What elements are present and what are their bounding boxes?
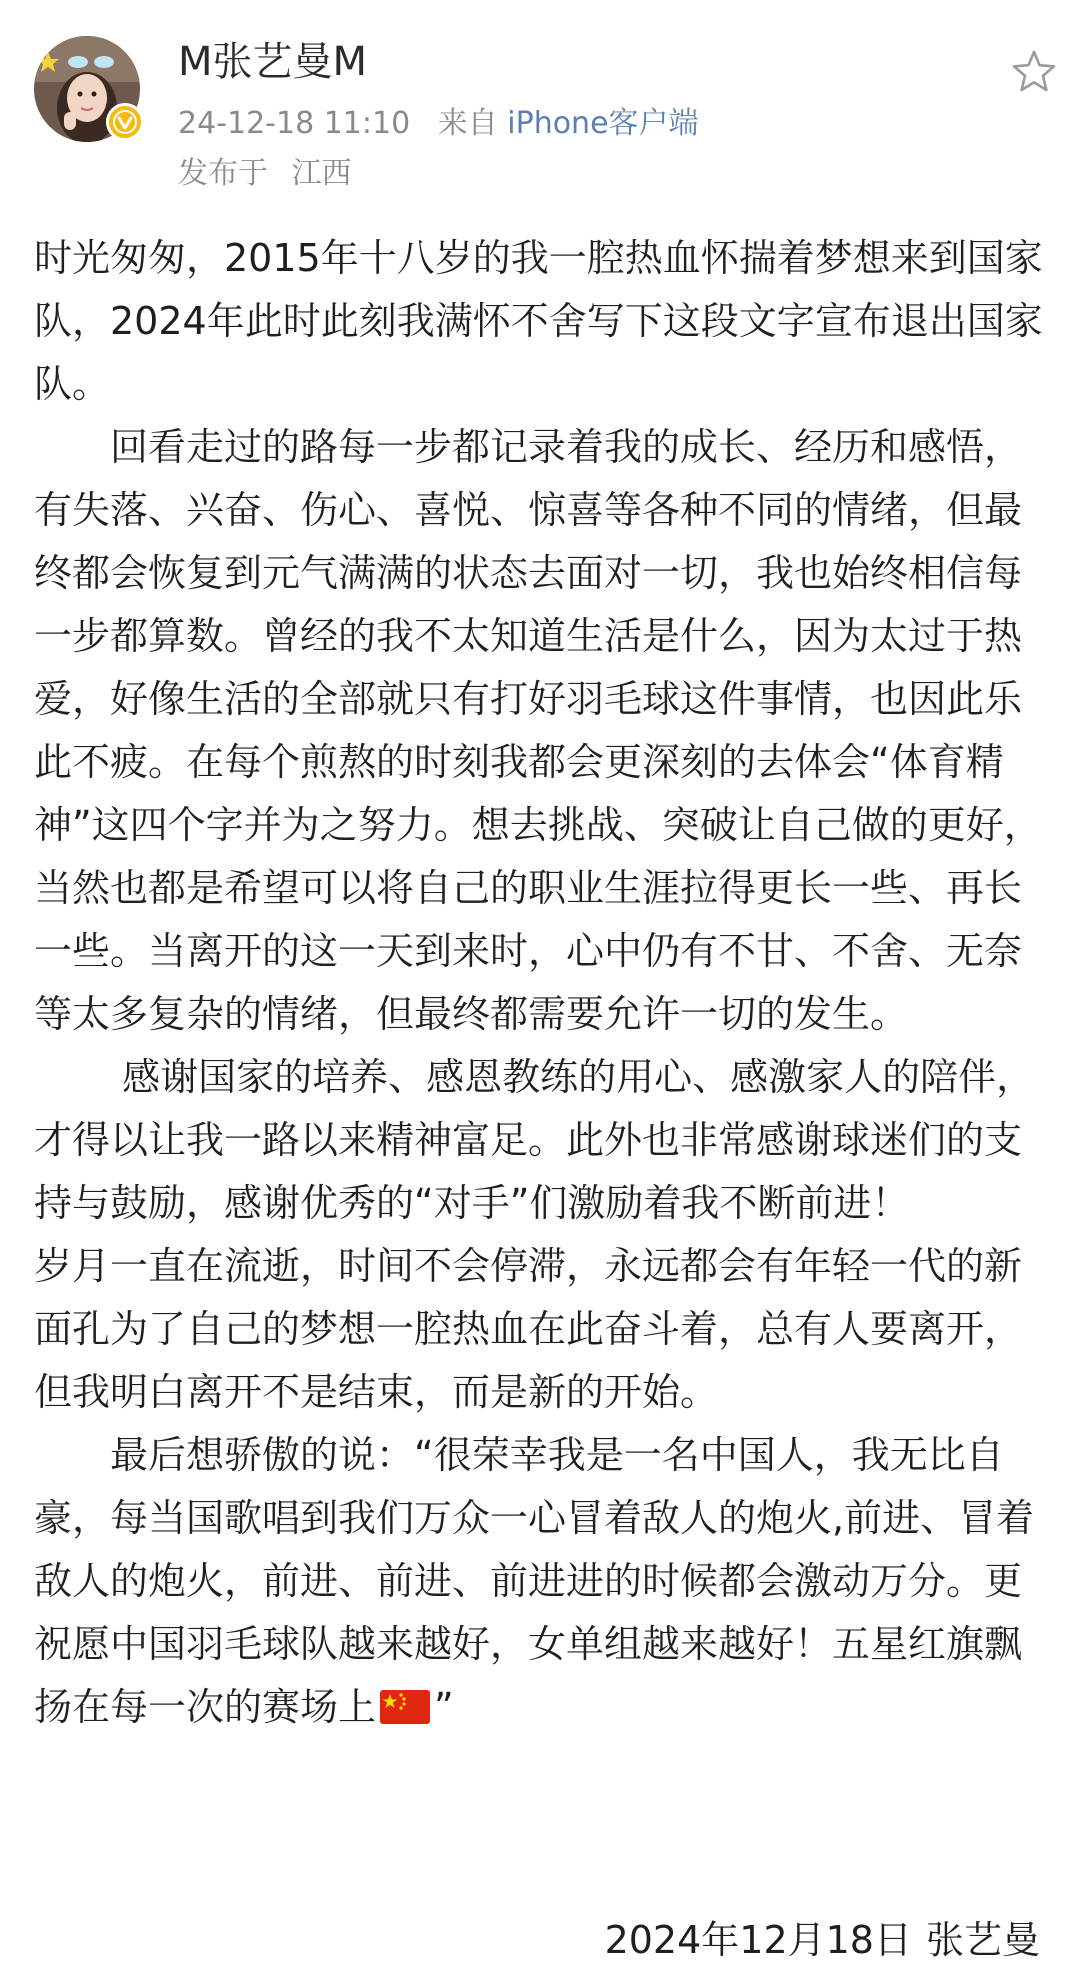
timestamp: 24-12-18 11:10 [178, 106, 411, 141]
post-paragraph-4: 岁月一直在流逝，时间不会停滞，永远都会有年轻一代的新面孔为了自己的梦想一腔热血在此奋斗着，总有人要离开，但我明白离开不是结束，而是新的开始。 [34, 1244, 1023, 1414]
location-info [178, 154, 352, 194]
client-link[interactable]: iPhone客户端 [507, 106, 699, 141]
post-meta [178, 104, 699, 144]
signature-date: 2024年12月18日 [604, 1918, 912, 1961]
location: 江西 [291, 156, 352, 191]
source-prefix: 来自 [437, 106, 498, 141]
signature-name: 张艺曼 [925, 1918, 1040, 1961]
post-body [34, 227, 1054, 1739]
post-paragraph-2: 回看走过的路每一步都记录着我的成长、经历和感悟，有失落、兴奋、伤心、喜悦、惊喜等各种不同的情绪，但最终都会恢复到元气满满的状态去面对一切，我也始终相信每一步都算数。曾经的我不太知道生活是什么，因为太过于热爱，好像生活的全部就只有打好羽毛球这件事情，也因此乐此不疲。在每个煎熬的时刻我都会更深刻的去体会“体育精神”这四个字并为之努力。想去挑战、突破让自己做的更好，当然也都是希望可以将自己的职业生涯拉得更长一些、再长一些。当离开的这一天到来时，心中仍有不甘、不舍、无奈等太多复杂的情绪，但最终都需要允许一切的发生。 [34, 425, 1042, 1036]
username[interactable]: M张艺曼M [178, 39, 368, 85]
star-icon[interactable] [1010, 48, 1058, 96]
post-paragraph-5-text: 最后想骄傲的说：“很荣幸我是一名中国人，我无比自豪，每当国歌唱到我们万众一心冒着敌人的炮火,前进、冒着敌人的炮火，前进、前进、前进进的时候都会激动万分。更祝愿中国羽毛球队越来越好，女单组越来越好！五星红旗飘扬在每一次的赛场上 [34, 1433, 1035, 1729]
verified-badge-icon [106, 103, 144, 141]
post-paragraph-3: 感谢国家的培养、感恩教练的用心、感激家人的陪伴，才得以让我一路以来精神富足。此外也非常感谢球迷们的支持与鼓励，感谢优秀的“对手”们激励着我不断前进！ [34, 1055, 1035, 1225]
location-prefix: 发布于 [178, 156, 268, 191]
post-paragraph-1: 时光匆匆，2015年十八岁的我一腔热血怀揣着梦想来到国家队，2024年此时此刻我满怀不舍写下这段文字宣布退出国家队。 [34, 236, 1043, 406]
china-flag-icon [380, 1680, 430, 1714]
closing-quote: ” [434, 1685, 454, 1729]
post-paragraph-5 [34, 1424, 1054, 1739]
signature [605, 1916, 1040, 1961]
